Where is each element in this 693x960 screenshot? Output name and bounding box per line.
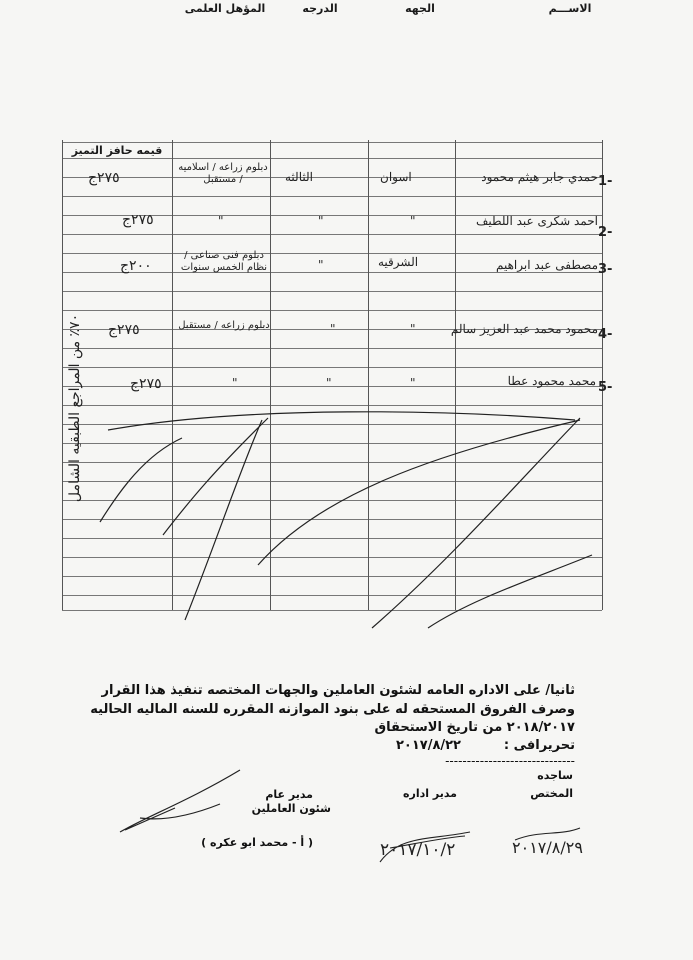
dept-manager-signature	[380, 832, 470, 862]
gm-department: شئون العاملين	[251, 802, 331, 815]
row-grade: "	[330, 322, 336, 336]
header-incentive: قيمه حافز التميز	[71, 144, 163, 157]
gm-title: مدير عام	[265, 788, 313, 801]
decision-line-2: وصرف الفروق المستحقه له على بنود الموازنه المقرره للسنه الماليه الحاليه	[90, 702, 575, 717]
row-grade: "	[318, 258, 324, 272]
row-name: محمود محمد عبد العزيز سالم	[450, 322, 598, 336]
sajda-label: ساجده	[537, 769, 573, 782]
row-name: مصطفى عبد ابراهيم	[495, 258, 598, 272]
row-qualification: دبلوم فنى صناعى / نظام الخمس سنوات	[180, 250, 268, 273]
row-number: 5-	[598, 380, 613, 395]
header-grade: الدرجه	[302, 2, 338, 15]
row-amount: ٢٧٥ج	[88, 170, 120, 186]
gm-name: ( أ - محمد ابو عكره )	[201, 836, 313, 849]
row-number: 1-	[598, 174, 613, 189]
header-name: الاســـم	[548, 2, 592, 15]
row-entity: "	[410, 322, 416, 336]
decision-line-3: ٢٠١٨/٢٠١٧ من تاريخ الاستحقاق	[374, 720, 575, 735]
row-name: احمد شكرى عبد اللطيف	[475, 214, 598, 228]
specialist-signature	[515, 828, 580, 840]
row-grade: "	[326, 376, 332, 390]
row-number: 3-	[598, 262, 613, 277]
row-entity: "	[410, 376, 416, 390]
decision-line-1: ثانيا/ على الاداره العامه لشئون العاملين والجهات المختصه تنفيذ هذا القرار	[101, 683, 575, 698]
row-qualification: دبلوم زراعه / مستقبل	[178, 320, 270, 331]
row-entity: الشرقيه	[378, 255, 419, 269]
written-date: ٢٠١٧/٨/٢٢	[395, 738, 461, 753]
row-amount: ٢٧٥ج	[130, 376, 162, 392]
handwritten-date: ٢٠١٧/١٠/٢	[380, 840, 456, 860]
row-grade: "	[318, 214, 324, 228]
row-grade: الثالثه	[285, 170, 313, 184]
row-name: حمدي جابر هيثم محمود	[481, 170, 598, 184]
dept-manager-label: مدير اداره	[403, 787, 457, 800]
handwritten-date: ٢٠١٧/٨/٢٩	[512, 838, 583, 857]
header-qualification: المؤهل العلمى	[184, 2, 266, 15]
row-name: محمد محمود عطا	[507, 374, 596, 388]
written-label: تحريرافى :	[503, 738, 575, 753]
row-entity: "	[410, 214, 416, 228]
side-note-text: ٧٠٪ من المراجع الطبقيه الشامل	[67, 313, 83, 503]
row-amount: ٢٧٥ج	[108, 322, 140, 338]
row-number: 2-	[598, 225, 613, 240]
row-qualification: "	[218, 214, 224, 228]
specialist-label: المختص	[530, 787, 573, 800]
row-qualification: "	[232, 376, 238, 390]
header-entity: الجهه	[405, 2, 435, 15]
row-number: 4-	[598, 327, 613, 342]
separator-dashes: ------------------------------	[445, 754, 575, 768]
gm-signature	[120, 770, 240, 832]
row-amount: ٢٧٥ج	[122, 212, 154, 228]
row-amount: ٢٠٠ج	[120, 258, 152, 274]
row-qualification: دبلوم زراعه / اسلاميه / مستقبل	[178, 162, 268, 185]
row-entity: اسوان	[380, 170, 412, 184]
